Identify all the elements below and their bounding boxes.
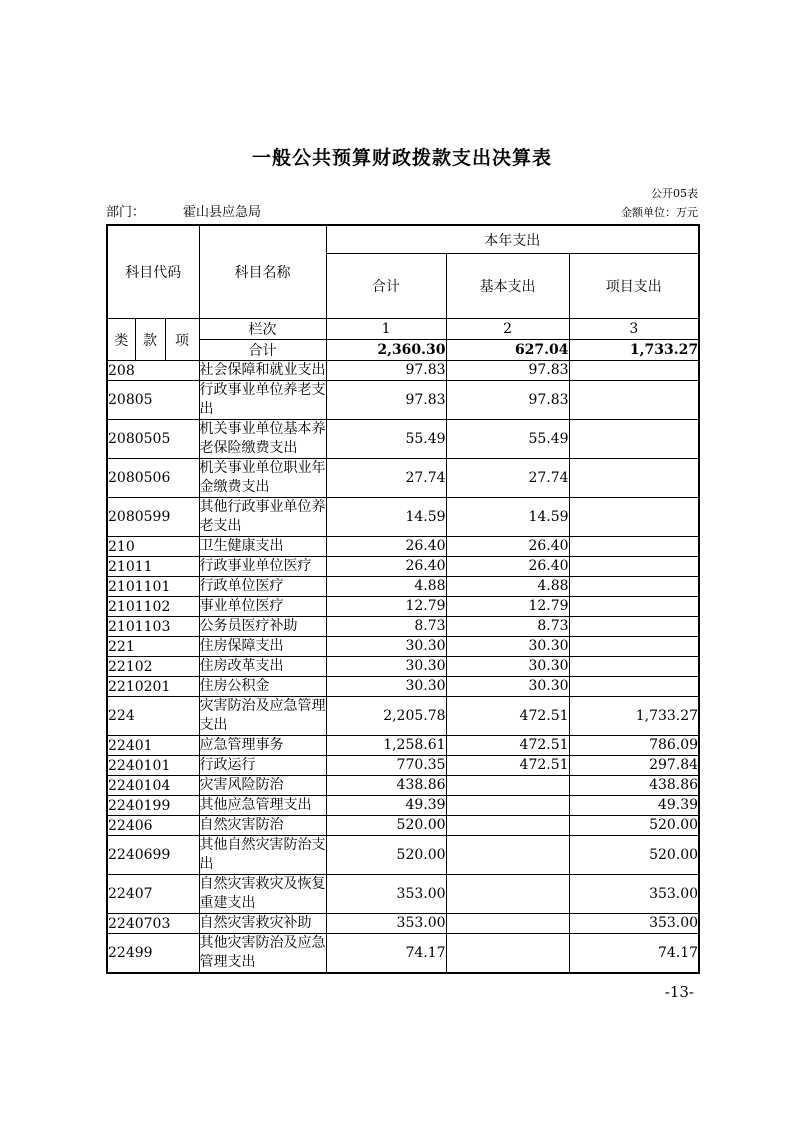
subject-code-cell: 2240101: [107, 756, 199, 776]
subject-name-cell: 事业单位医疗: [199, 597, 326, 617]
project-expenditure-cell: [569, 361, 699, 381]
subject-code-cell: 2101101: [107, 577, 199, 597]
project-expenditure-cell: [569, 459, 699, 498]
subject-code-cell: 2080506: [107, 459, 199, 498]
expenditure-table: [106, 224, 700, 974]
project-expenditure-cell: [569, 577, 699, 597]
project-expenditure-cell: 353.00: [569, 914, 699, 934]
table-row: [107, 537, 699, 557]
grand-total-total: 2,360.30: [326, 340, 446, 361]
table-row: [107, 875, 699, 914]
header-total: 合计: [326, 254, 446, 319]
subject-name-cell: 社会保障和就业支出: [199, 361, 326, 381]
table-row: [107, 657, 699, 677]
subject-name-cell: 行政事业单位养老支出: [199, 381, 326, 420]
total-cell: 49.39: [326, 796, 446, 816]
total-cell: 30.30: [326, 657, 446, 677]
form-number: 公开05表: [651, 187, 698, 200]
table-header: [107, 225, 699, 361]
header-row-1: [107, 225, 699, 254]
project-expenditure-cell: 353.00: [569, 875, 699, 914]
subject-name-cell: 住房公积金: [199, 677, 326, 697]
basic-expenditure-cell: [446, 914, 569, 934]
table-row: [107, 381, 699, 420]
total-cell: 97.83: [326, 381, 446, 420]
basic-expenditure-cell: 30.30: [446, 677, 569, 697]
subject-code-cell: 210: [107, 537, 199, 557]
table-row: [107, 836, 699, 875]
subject-name-cell: 自然灾害救灾及恢复重建支出: [199, 875, 326, 914]
total-cell: 2,205.78: [326, 697, 446, 736]
subject-code-cell: 208: [107, 361, 199, 381]
basic-expenditure-cell: 30.30: [446, 657, 569, 677]
subject-name-cell: 自然灾害救灾补助: [199, 914, 326, 934]
project-expenditure-cell: [569, 617, 699, 637]
subject-name-cell: 其他行政事业单位养老支出: [199, 498, 326, 537]
subject-name-cell: 应急管理事务: [199, 736, 326, 756]
project-expenditure-cell: [569, 537, 699, 557]
table-row: [107, 776, 699, 796]
basic-expenditure-cell: [446, 816, 569, 836]
subject-code-cell: 20805: [107, 381, 199, 420]
document-page: [106, 0, 698, 1001]
project-expenditure-cell: 74.17: [569, 934, 699, 974]
project-expenditure-cell: 1,733.27: [569, 697, 699, 736]
header-subject-name: 科目名称: [199, 225, 326, 319]
table-row: [107, 459, 699, 498]
subject-code-cell: 224: [107, 697, 199, 736]
total-cell: 74.17: [326, 934, 446, 974]
table-row: [107, 498, 699, 537]
header-col-3: 3: [569, 319, 699, 340]
project-expenditure-cell: [569, 597, 699, 617]
subject-name-cell: 行政运行: [199, 756, 326, 776]
subject-code-cell: 2240699: [107, 836, 199, 875]
total-cell: 12.79: [326, 597, 446, 617]
table-row: [107, 420, 699, 459]
basic-expenditure-cell: [446, 796, 569, 816]
subject-code-cell: 2240199: [107, 796, 199, 816]
page-title: 一般公共预算财政拨款支出决算表: [251, 147, 552, 169]
total-cell: 27.74: [326, 459, 446, 498]
subject-name-cell: 灾害风险防治: [199, 776, 326, 796]
subject-name-cell: 行政事业单位医疗: [199, 557, 326, 577]
header-column-index-label: 栏次: [199, 319, 326, 340]
basic-expenditure-cell: 27.74: [446, 459, 569, 498]
basic-expenditure-cell: [446, 875, 569, 914]
table-row: [107, 361, 699, 381]
header-section: 款: [135, 319, 165, 361]
project-expenditure-cell: [569, 657, 699, 677]
grand-total-basic: 627.04: [446, 340, 569, 361]
subject-code-cell: 2101103: [107, 617, 199, 637]
table-row: [107, 677, 699, 697]
header-project-expenditure: 项目支出: [569, 254, 699, 319]
subject-code-cell: 2080599: [107, 498, 199, 537]
total-cell: 438.86: [326, 776, 446, 796]
header-col-1: 1: [326, 319, 446, 340]
project-expenditure-cell: [569, 420, 699, 459]
grand-total-label: 合计: [199, 340, 326, 361]
subject-name-cell: 自然灾害防治: [199, 816, 326, 836]
table-row: [107, 557, 699, 577]
basic-expenditure-cell: 8.73: [446, 617, 569, 637]
basic-expenditure-cell: 472.51: [446, 756, 569, 776]
project-expenditure-cell: 438.86: [569, 776, 699, 796]
subject-code-cell: 22407: [107, 875, 199, 914]
header-row-3: [107, 319, 699, 340]
subject-name-cell: 卫生健康支出: [199, 537, 326, 557]
total-cell: 520.00: [326, 836, 446, 875]
unit-label: 金额单位：万元: [621, 206, 698, 219]
basic-expenditure-cell: 30.30: [446, 637, 569, 657]
subject-name-cell: 公务员医疗补助: [199, 617, 326, 637]
subject-code-cell: 221: [107, 637, 199, 657]
header-category: 类: [107, 319, 135, 361]
department-line: [106, 205, 261, 221]
basic-expenditure-cell: 14.59: [446, 498, 569, 537]
table-row: [107, 697, 699, 736]
table-row: [107, 617, 699, 637]
project-expenditure-cell: [569, 637, 699, 657]
total-cell: 770.35: [326, 756, 446, 776]
subject-name-cell: 住房保障支出: [199, 637, 326, 657]
table-row: [107, 934, 699, 974]
total-cell: 520.00: [326, 816, 446, 836]
table-row: [107, 914, 699, 934]
total-cell: 26.40: [326, 557, 446, 577]
header-item: 项: [165, 319, 199, 361]
basic-expenditure-cell: 55.49: [446, 420, 569, 459]
basic-expenditure-cell: 97.83: [446, 361, 569, 381]
total-cell: 353.00: [326, 875, 446, 914]
subject-code-cell: 22401: [107, 736, 199, 756]
total-cell: 4.88: [326, 577, 446, 597]
subject-code-cell: 22406: [107, 816, 199, 836]
project-expenditure-cell: [569, 381, 699, 420]
subject-code-cell: 2210201: [107, 677, 199, 697]
basic-expenditure-cell: 26.40: [446, 557, 569, 577]
basic-expenditure-cell: 4.88: [446, 577, 569, 597]
subject-code-cell: 2240703: [107, 914, 199, 934]
project-expenditure-cell: 49.39: [569, 796, 699, 816]
basic-expenditure-cell: 97.83: [446, 381, 569, 420]
table-row: [107, 597, 699, 617]
project-expenditure-cell: 520.00: [569, 836, 699, 875]
subject-code-cell: 22499: [107, 934, 199, 974]
project-expenditure-cell: 786.09: [569, 736, 699, 756]
subject-name-cell: 灾害防治及应急管理支出: [199, 697, 326, 736]
basic-expenditure-cell: 472.51: [446, 697, 569, 736]
grand-total-project: 1,733.27: [569, 340, 699, 361]
subject-code-cell: 2101102: [107, 597, 199, 617]
department-label: 部门：: [106, 205, 146, 220]
header-basic-expenditure: 基本支出: [446, 254, 569, 319]
basic-expenditure-cell: 472.51: [446, 736, 569, 756]
header-col-2: 2: [446, 319, 569, 340]
department-value: 霍山县应急局: [183, 205, 262, 220]
total-cell: 8.73: [326, 617, 446, 637]
header-current-year-expenditure: 本年支出: [326, 225, 699, 254]
table-body: [107, 361, 699, 974]
project-expenditure-cell: [569, 498, 699, 537]
total-cell: 55.49: [326, 420, 446, 459]
total-cell: 26.40: [326, 537, 446, 557]
basic-expenditure-cell: [446, 934, 569, 974]
page-number: -13-: [664, 983, 694, 1001]
basic-expenditure-cell: 12.79: [446, 597, 569, 617]
basic-expenditure-cell: [446, 776, 569, 796]
total-cell: 30.30: [326, 677, 446, 697]
total-cell: 14.59: [326, 498, 446, 537]
subject-name-cell: 机关事业单位基本养老保险缴费支出: [199, 420, 326, 459]
total-cell: 1,258.61: [326, 736, 446, 756]
subject-name-cell: 其他灾害防治及应急管理支出: [199, 934, 326, 974]
subject-name-cell: 其他自然灾害防治支出: [199, 836, 326, 875]
subject-name-cell: 住房改革支出: [199, 657, 326, 677]
table-row: [107, 637, 699, 657]
project-expenditure-cell: [569, 677, 699, 697]
subject-name-cell: 行政单位医疗: [199, 577, 326, 597]
total-cell: 97.83: [326, 361, 446, 381]
basic-expenditure-cell: 26.40: [446, 537, 569, 557]
total-cell: 353.00: [326, 914, 446, 934]
table-row: [107, 756, 699, 776]
subject-code-cell: 2080505: [107, 420, 199, 459]
total-cell: 30.30: [326, 637, 446, 657]
header-subject-code: 科目代码: [107, 225, 199, 319]
table-row: [107, 816, 699, 836]
project-expenditure-cell: 520.00: [569, 816, 699, 836]
project-expenditure-cell: [569, 557, 699, 577]
meta-row: [106, 205, 698, 221]
table-row: [107, 796, 699, 816]
table-row: [107, 577, 699, 597]
subject-code-cell: 2240104: [107, 776, 199, 796]
subject-code-cell: 21011: [107, 557, 199, 577]
subject-name-cell: 机关事业单位职业年金缴费支出: [199, 459, 326, 498]
table-row: [107, 736, 699, 756]
basic-expenditure-cell: [446, 836, 569, 875]
subject-name-cell: 其他应急管理支出: [199, 796, 326, 816]
project-expenditure-cell: 297.84: [569, 756, 699, 776]
subject-code-cell: 22102: [107, 657, 199, 677]
